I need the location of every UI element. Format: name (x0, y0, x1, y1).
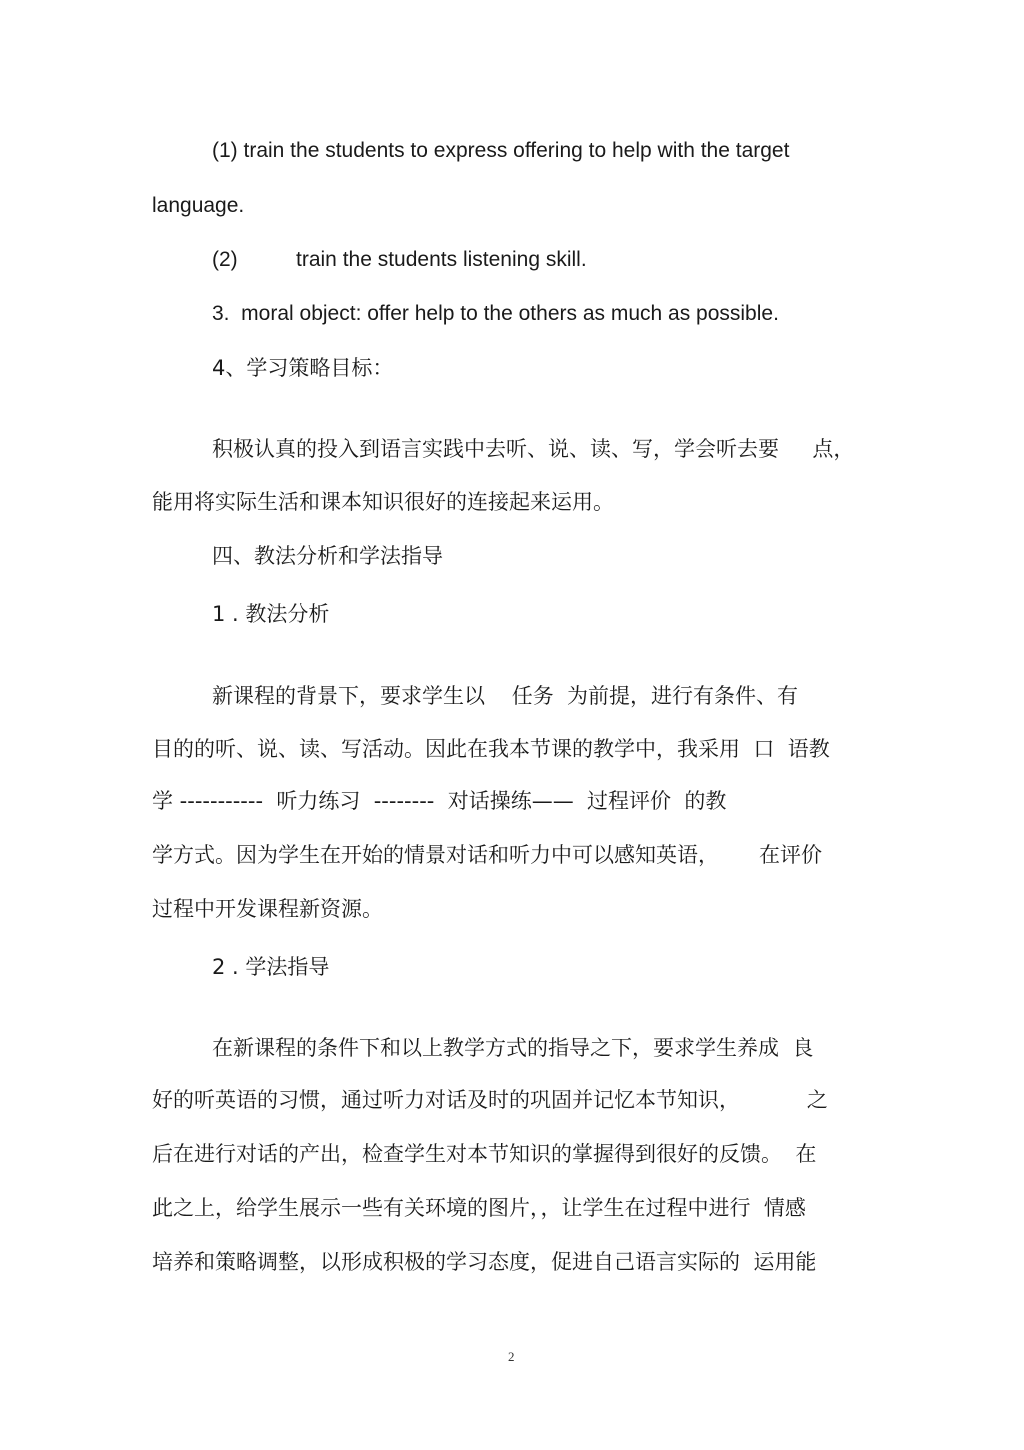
paragraph-line: 新课程的背景下，要求学生以 任务 为前提，进行有条件、有 (212, 684, 799, 708)
paragraph-line: 此之上，给学生展示一些有关环境的图片，，让学生在过程中进行 情感 (152, 1196, 806, 1220)
page-number: 2 (508, 1349, 515, 1364)
objective-1-continuation: language. (152, 194, 245, 217)
paragraph-line: 目的的听、说、读、写活动。因此在我本节课的教学中，我采用 口 语教 (152, 737, 830, 761)
paragraph-line: 积极认真的投入到语言实践中去听、说、读、写，学会听去要 点， (212, 437, 855, 461)
subheading-teaching-analysis: 1 . 教法分析 (212, 602, 330, 626)
paragraph-line: 在新课程的条件下和以上教学方式的指导之下，要求学生养成 良 (212, 1036, 814, 1060)
paragraph-line: 过程中开发课程新资源。 (152, 897, 383, 921)
subheading-learning-guidance: 2 . 学法指导 (212, 955, 330, 979)
paragraph-line: 学方式。因为学生在开始的情景对话和听力中可以感知英语， 在评价 (152, 843, 823, 867)
objective-1-line: (1) train the students to express offering to help with the target (212, 139, 790, 162)
section-heading-methods: 四、教法分析和学法指导 (212, 544, 443, 568)
section-heading-learning-strategy: 4、学习策略目标： (212, 356, 394, 380)
paragraph-line: 好的听英语的习惯，通过听力对话及时的巩固并记忆本节知识， 之 (152, 1088, 828, 1112)
paragraph-line: 能用将实际生活和课本知识很好的连接起来运用。 (152, 490, 614, 514)
moral-object-line: 3. moral object: offer help to the others as much as possible. (212, 302, 779, 325)
objective-2-line: (2) train the students listening skill. (212, 248, 587, 271)
paragraph-line: 学 ----------- 听力练习 -------- 对话操练—— 过程评价 的教 (152, 789, 727, 813)
paragraph-line: 后在进行对话的产出，检查学生对本节知识的掌握得到很好的反馈。 在 (152, 1142, 817, 1166)
paragraph-line: 培养和策略调整，以形成积极的学习态度，促进自己语言实际的 运用能 (152, 1250, 817, 1274)
